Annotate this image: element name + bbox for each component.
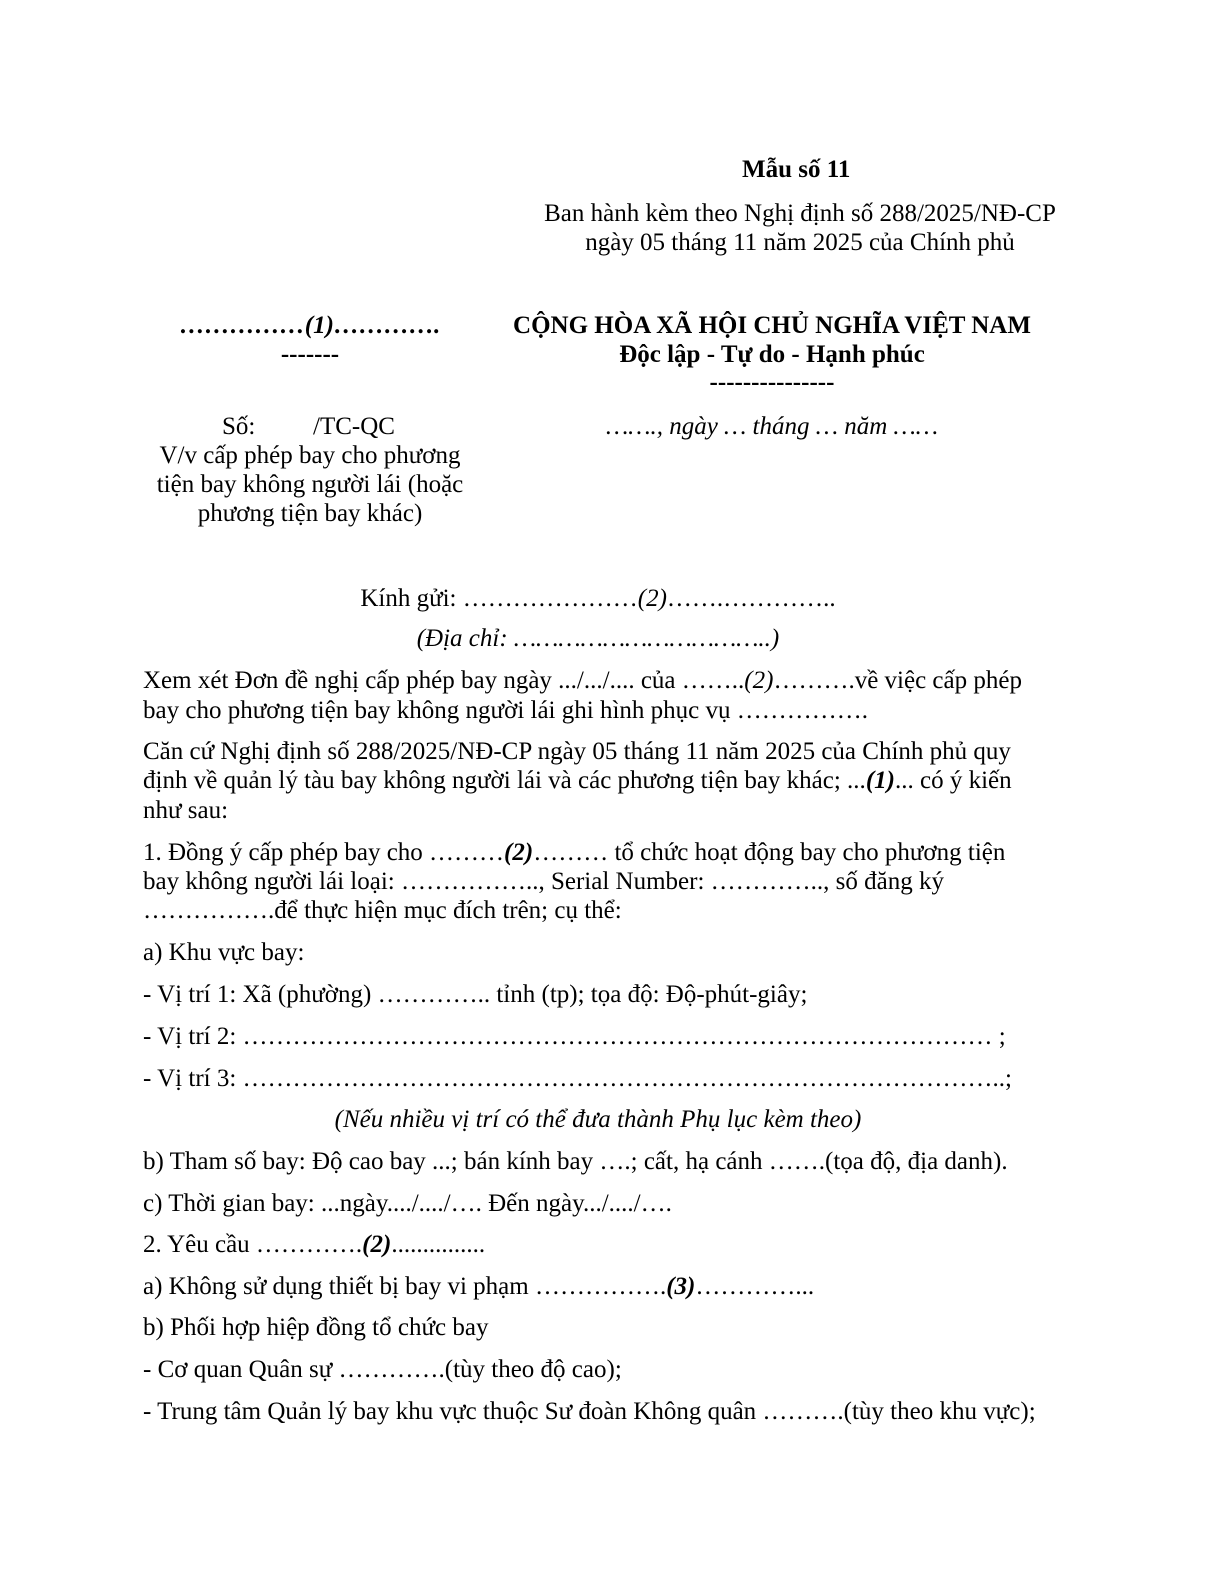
item-2a-text-a: a) Không sử dụng thiết bị bay vi phạm ……………. (143, 1273, 667, 1300)
paragraph-1-line-2: bay cho phương tiện bay không người lái ghi hình phục vụ ……………. (143, 697, 868, 724)
flight-parameters: b) Tham số bay: Độ cao bay ...; bán kính bay ….; cất, hạ cánh …….(tọa độ, địa danh). (143, 1148, 1008, 1175)
position-3: - Vị trí 3: ………………………………………………………………………………..; (143, 1065, 1012, 1092)
item-1-text-b: ……… tổ chức hoạt động bay cho phương tiện (533, 839, 1006, 866)
air-traffic-center-line: - Trung tâm Quản lý bay khu vực thuộc Sư đoàn Không quân ……….(tùy theo khu vực); (143, 1398, 1036, 1425)
appendix-note: (Nếu nhiều vị trí có thể đưa thành Phụ lục kèm theo) (334, 1106, 862, 1133)
item-1-text-a: 1. Đồng ý cấp phép bay cho ……… (143, 839, 505, 866)
item-2b: b) Phối hợp hiệp đồng tổ chức bay (143, 1314, 489, 1341)
item-2a (143, 1272, 814, 1302)
document-number-suffix: /TC-QC (313, 413, 395, 440)
paragraph-2-line-2 (143, 766, 1012, 796)
nation-title: CỘNG HÒA XÃ HỘI CHỦ NGHĨA VIỆT NAM (513, 312, 1031, 339)
document-number-label: Số: (222, 413, 256, 440)
recipient-line (143, 584, 1053, 614)
paragraph-2-text-a: định về quản lý tàu bay không người lái và các phương tiện bay khác; ... (143, 767, 866, 794)
recipient-prefix: Kính gửi: ………………… (360, 585, 638, 612)
subject-line-1: V/v cấp phép bay cho phương (159, 442, 461, 469)
item-2-heading (143, 1230, 485, 1260)
subject-line-2: tiện bay không người lái (hoặc (156, 471, 464, 498)
flight-time: c) Thời gian bay: ...ngày..../..../…. Đến ngày.../..../…. (143, 1190, 672, 1217)
item-1-line-2: bay không người lái loại: …………….., Serial Number: ………….., số đăng ký (143, 868, 944, 895)
paragraph-1-text-b: ……….về việc cấp phép (773, 667, 1022, 694)
recipient-ref: (2) (637, 585, 667, 612)
form-number: Mẫu số 11 (742, 156, 851, 183)
item-2-text-a: 2. Yêu cầu …………. (143, 1231, 363, 1258)
item-2a-text-b: …………... (695, 1273, 815, 1300)
date-line: ……., ngày … tháng … năm …… (606, 413, 938, 440)
paragraph-2-text-b: ... có ý kiến (894, 767, 1012, 794)
item-2-text-b: ............... (391, 1231, 486, 1258)
item-2a-ref: (3) (666, 1273, 696, 1300)
position-2: - Vị trí 2: ……………………………………………………………………………… ; (143, 1023, 1006, 1050)
issued-line-2: ngày 05 tháng 11 năm 2025 của Chính phủ (585, 229, 1015, 256)
subject-line-3: phương tiện bay khác) (197, 500, 423, 527)
motto-rule: --------------- (709, 369, 835, 396)
national-motto: Độc lập - Tự do - Hạnh phúc (619, 341, 925, 368)
item-1-line-1 (143, 838, 1005, 868)
recipient-suffix: …….………….. (666, 585, 836, 612)
item-1-line-3: …………….để thực hiện mục đích trên; cụ thể: (143, 897, 622, 924)
paragraph-2-line-1: Căn cứ Nghị định số 288/2025/NĐ-CP ngày 05 tháng 11 năm 2025 của Chính phủ quy (143, 738, 1011, 765)
agency-rule: ------- (280, 341, 340, 368)
paragraph-1-ref: (2) (744, 667, 774, 694)
paragraph-2-line-3: như sau: (143, 797, 229, 824)
paragraph-1-text-a: Xem xét Đơn đề nghị cấp phép bay ngày .../.../.... của …….. (143, 667, 745, 694)
item-2-ref: (2) (362, 1231, 392, 1258)
issued-line-1: Ban hành kèm theo Nghị định số 288/2025/NĐ-CP (544, 200, 1056, 227)
recipient-address: (Địa chỉ: ……………………………..) (416, 625, 780, 652)
agency-name: ……………(1)…………. (179, 312, 441, 339)
position-1: - Vị trí 1: Xã (phường) ………….. tỉnh (tp); tọa độ: Độ-phút-giây; (143, 981, 808, 1008)
item-1-ref: (2) (504, 839, 534, 866)
flight-area-heading: a) Khu vực bay: (143, 939, 305, 966)
military-agency-line: - Cơ quan Quân sự ………….(tùy theo độ cao); (143, 1356, 622, 1383)
paragraph-1-line-1 (143, 666, 1022, 696)
paragraph-2-ref: (1) (865, 767, 895, 794)
